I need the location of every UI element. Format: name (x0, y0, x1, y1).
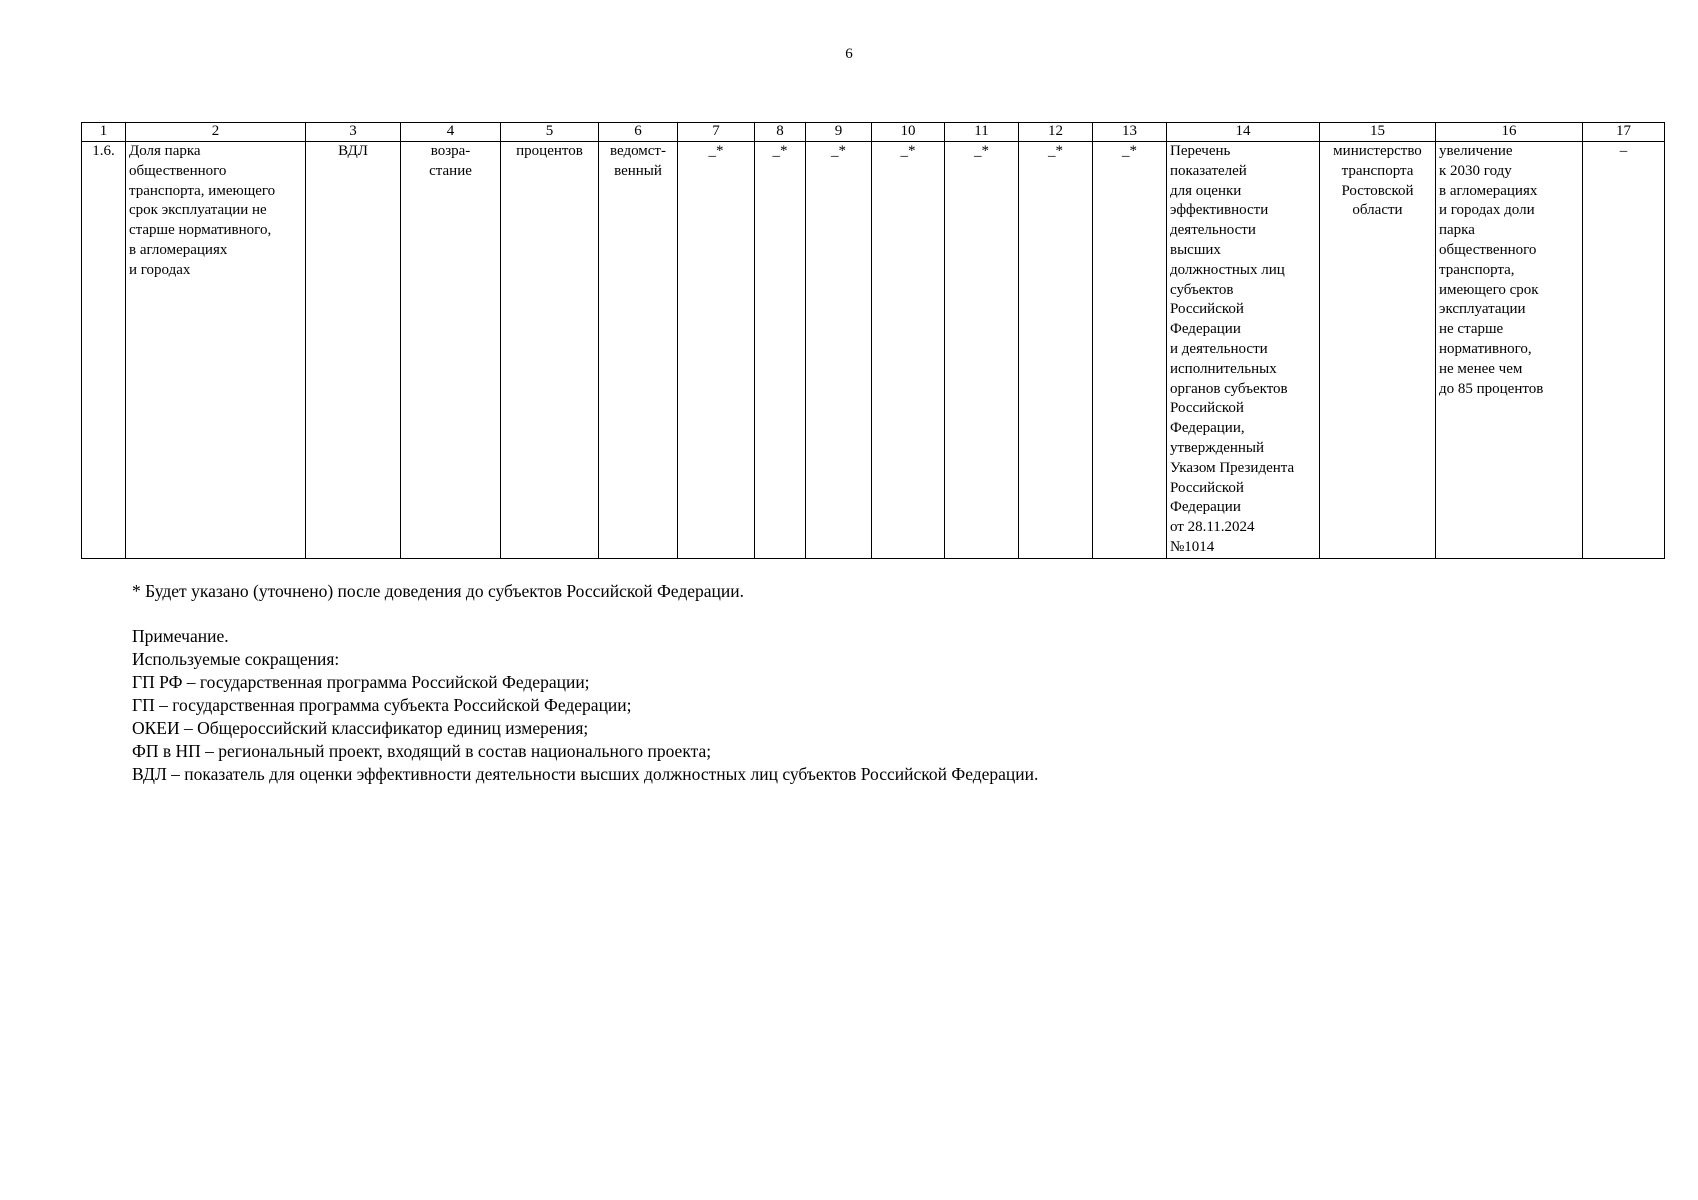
page-number: 6 (845, 46, 853, 62)
abbreviation-item: ФП в НП – региональный проект, входящий в состав национального проекта; (132, 741, 712, 761)
column-number: 3 (306, 123, 401, 142)
value-cell: _* (945, 142, 1019, 559)
column-number: 5 (501, 123, 599, 142)
note-subtitle: Используемые сокращения: (132, 649, 340, 669)
abbreviation-item: ГП – государственная программа субъекта Российской Федерации; (132, 695, 632, 715)
column-number: 14 (1167, 123, 1320, 142)
value-cell: _* (1093, 142, 1167, 559)
indicator-table (81, 122, 1665, 559)
notes-block (132, 580, 1632, 786)
column-number: 11 (945, 123, 1019, 142)
column-number: 16 (1436, 123, 1583, 142)
abbreviation-item: ВДЛ – показатель для оценки эффективности деятельности высших должностных лиц субъектов Российской Федерации. (132, 764, 1039, 784)
column-number: 17 (1583, 123, 1665, 142)
goal-link-cell: увеличение к 2030 году в агломерациях и городах доли парка общественного транспорта, имеющего срок эксплуатации не старше нормативного, не менее чем до 85 процентов (1436, 142, 1583, 559)
trend-cell: возра- стание (401, 142, 501, 559)
value-cell: _* (1019, 142, 1093, 559)
value-cell: _* (755, 142, 806, 559)
column-number: 4 (401, 123, 501, 142)
abbreviation-item: ОКЕИ – Общероссийский классификатор единиц измерения; (132, 718, 589, 738)
column-number-row (82, 123, 1665, 142)
unit-cell: процентов (501, 142, 599, 559)
value-cell: _* (806, 142, 872, 559)
indicator-level-cell: ВДЛ (306, 142, 401, 559)
info-system-cell: – (1583, 142, 1665, 559)
table-row (82, 142, 1665, 559)
document-basis-cell: Перечень показателей для оценки эффективности деятельности высших должностных лиц субъектов Российской Федерации и деятельности исполнительных органов субъектов Российской Федерации, утвержденный Указом Президента Российской Федерации от 28.11.2024 №1014 (1167, 142, 1320, 559)
row-number-cell: 1.6. (82, 142, 126, 559)
value-cell: _* (678, 142, 755, 559)
column-number: 6 (599, 123, 678, 142)
value-cell: _* (872, 142, 945, 559)
note-title: Примечание. (132, 626, 229, 646)
responsible-cell: министерство транспорта Ростовской области (1320, 142, 1436, 559)
column-number: 15 (1320, 123, 1436, 142)
column-number: 12 (1019, 123, 1093, 142)
indicator-name-cell: Доля парка общественного транспорта, имеющего срок эксплуатации не старше нормативного, в агломерациях и городах (126, 142, 306, 559)
indicator-type-cell: ведомст- венный (599, 142, 678, 559)
column-number: 13 (1093, 123, 1167, 142)
column-number: 8 (755, 123, 806, 142)
column-number: 1 (82, 123, 126, 142)
column-number: 2 (126, 123, 306, 142)
footnote: * Будет указано (уточнено) после доведения до субъектов Российской Федерации. (132, 581, 745, 601)
column-number: 10 (872, 123, 945, 142)
abbreviation-item: ГП РФ – государственная программа Российской Федерации; (132, 672, 590, 692)
column-number: 7 (678, 123, 755, 142)
column-number: 9 (806, 123, 872, 142)
